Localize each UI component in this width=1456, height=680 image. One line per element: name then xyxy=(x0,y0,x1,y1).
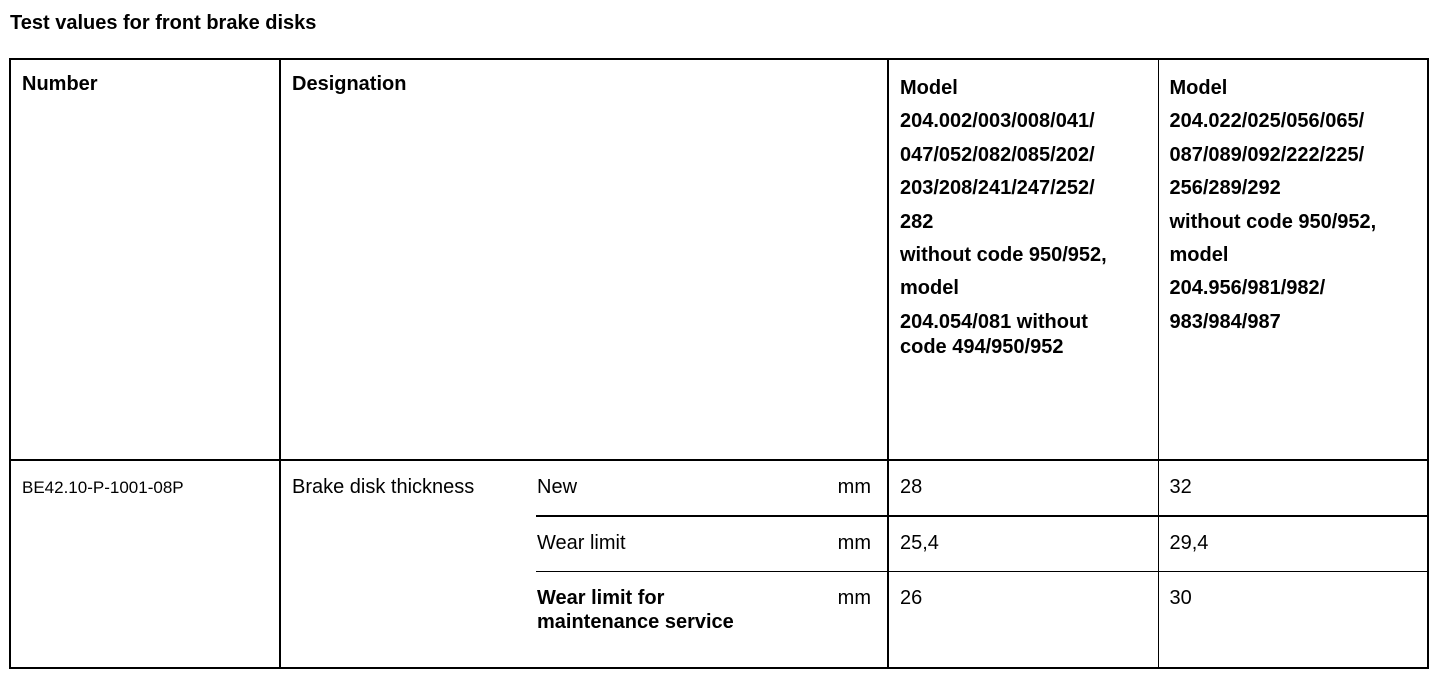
header-model-2-line: 087/089/092/222/225/ xyxy=(1169,143,1365,166)
model-2-value: 32 xyxy=(1169,476,1192,498)
model-1-value: 28 xyxy=(900,476,923,498)
unit-label: mm xyxy=(837,587,871,609)
header-model-1-line: 047/052/082/085/202/ xyxy=(900,143,1095,166)
row-unit xyxy=(814,516,888,572)
header-number-label: Number xyxy=(22,73,98,95)
model-2-value: 30 xyxy=(1169,587,1192,609)
header-model-2-line: 983/984/987 xyxy=(1169,310,1281,333)
row-designation: Brake disk thickness xyxy=(292,476,475,498)
header-model-1 xyxy=(888,59,1158,460)
model-1-value: 25,4 xyxy=(900,532,939,554)
row-model-1-value xyxy=(888,460,1158,516)
table-header-row xyxy=(10,59,1428,460)
header-designation-label: Designation xyxy=(292,73,407,95)
row-unit xyxy=(814,572,888,669)
header-model-1-line: 203/208/241/247/252/ xyxy=(900,177,1095,200)
header-model-2-line: without code 950/952, xyxy=(1169,210,1377,233)
header-designation xyxy=(280,59,888,460)
row-unit xyxy=(814,460,888,516)
row-sub-designation xyxy=(536,516,814,572)
row-model-1-value xyxy=(888,516,1158,572)
row-designation-cell xyxy=(280,460,536,668)
header-model-2-line: 204.022/025/056/065/ xyxy=(1169,110,1365,133)
unit-label: mm xyxy=(837,476,871,498)
header-model-1-line: 204.002/003/008/041/ xyxy=(900,110,1095,133)
sub-designation-label: Wear limit xyxy=(537,532,626,554)
header-model-2 xyxy=(1158,59,1428,460)
row-model-2-value xyxy=(1158,572,1428,669)
row-sub-designation xyxy=(536,460,814,516)
header-model-1-line: model xyxy=(900,277,959,300)
header-model-2-line: Model xyxy=(1169,77,1228,99)
header-model-2-line: model xyxy=(1169,244,1229,267)
header-model-1-line: 204.054/081 without xyxy=(900,310,1088,333)
row-model-2-value xyxy=(1158,516,1428,572)
header-number xyxy=(10,59,280,460)
header-model-1-line: 282 xyxy=(900,210,934,233)
test-values-table xyxy=(9,58,1429,669)
header-model-2-line: 204.956/981/982/ xyxy=(1169,277,1326,300)
page-title: Test values for front brake disks xyxy=(10,12,317,34)
sub-designation-label: maintenance service xyxy=(537,611,734,633)
row-model-2-value xyxy=(1158,460,1428,516)
row-sub-designation xyxy=(536,572,814,669)
unit-label: mm xyxy=(837,532,871,554)
header-model-1-line: without code 950/952, xyxy=(900,244,1107,267)
header-model-1-line: Model xyxy=(900,77,958,99)
row-number: BE42.10-P-1001-08P xyxy=(22,478,184,497)
table-row xyxy=(10,460,1428,516)
sub-designation-label: Wear limit for xyxy=(537,587,665,609)
sub-designation-label: New xyxy=(537,476,578,498)
model-2-value: 29,4 xyxy=(1169,532,1209,554)
row-model-1-value xyxy=(888,572,1158,669)
header-model-1-line: code 494/950/952 xyxy=(900,336,1064,359)
model-1-value: 26 xyxy=(900,587,923,609)
row-number-cell xyxy=(10,460,280,668)
header-model-2-line: 256/289/292 xyxy=(1169,177,1281,200)
